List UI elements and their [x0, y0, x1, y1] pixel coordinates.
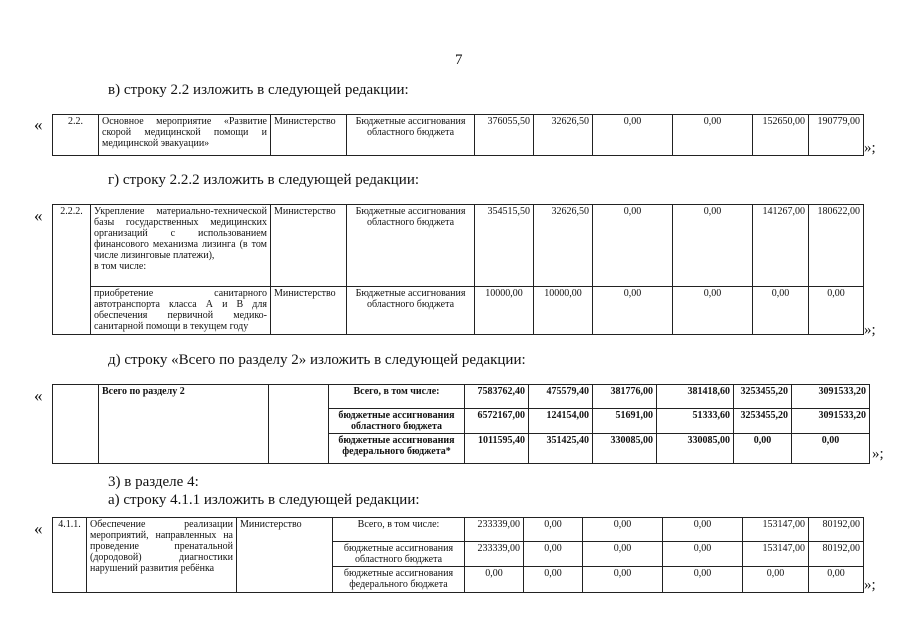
value-cell: 152650,00	[753, 115, 809, 156]
heading-row-2-2-2: г) строку 2.2.2 изложить в следующей редакции:	[108, 172, 420, 188]
measure-name: приобретение санитарного автотранспорта класса А и В для обеспечения первичной медико-санитарной помощи в текущем году	[91, 287, 271, 335]
value-cell: 180622,00	[809, 205, 864, 287]
value-cell: 0,00	[524, 542, 583, 567]
value-cell: 0,00	[465, 567, 524, 593]
table-row	[53, 115, 864, 156]
empty-cell	[269, 385, 329, 464]
close-quote: »;	[872, 446, 884, 462]
value-cell: 376055,50	[475, 115, 534, 156]
row-number: 4.1.1.	[53, 518, 87, 593]
close-quote: »;	[864, 322, 876, 338]
page-number: 7	[455, 52, 463, 68]
value-cell: 3253455,20	[734, 409, 792, 434]
value-cell: 0,00	[809, 287, 864, 335]
table-row-2-2-2	[52, 204, 864, 335]
value-cell: 10000,00	[534, 287, 593, 335]
value-cell: 381418,60	[657, 385, 734, 409]
value-cell: 330085,00	[657, 434, 734, 464]
executor: Министерство	[271, 205, 347, 287]
value-cell: 351425,40	[529, 434, 593, 464]
value-cell: 0,00	[583, 518, 663, 542]
value-cell: 124154,00	[529, 409, 593, 434]
funding-source: Бюджетные ассигнования областного бюджета	[347, 205, 475, 287]
value-cell: 51691,00	[593, 409, 657, 434]
value-cell: 10000,00	[475, 287, 534, 335]
funding-source: Всего, в том числе:	[333, 518, 465, 542]
value-cell: 0,00	[524, 567, 583, 593]
heading-section-4: 3) в разделе 4:	[108, 474, 199, 490]
value-cell: 0,00	[583, 542, 663, 567]
value-cell: 32626,50	[534, 205, 593, 287]
funding-source: Бюджетные ассигнования областного бюджета	[347, 287, 475, 335]
table-row-2-2	[52, 114, 864, 156]
value-cell: 0,00	[673, 115, 753, 156]
value-cell: 153147,00	[743, 518, 809, 542]
value-cell: 475579,40	[529, 385, 593, 409]
open-quote: «	[34, 115, 43, 134]
table-row	[53, 287, 864, 335]
funding-source: бюджетные ассигнования федерального бюджета*	[329, 434, 465, 464]
total-title: Всего по разделу 2	[99, 385, 269, 464]
measure-name	[91, 205, 271, 287]
funding-source: бюджетные ассигнования областного бюджета	[333, 542, 465, 567]
empty-cell	[53, 385, 99, 464]
heading-row-4-1-1: а) строку 4.1.1 изложить в следующей редакции:	[108, 492, 420, 508]
value-cell: 0,00	[663, 542, 743, 567]
value-cell: 0,00	[673, 205, 753, 287]
open-quote: «	[34, 206, 43, 225]
value-cell: 80192,00	[809, 518, 864, 542]
table-row	[53, 518, 864, 542]
value-cell: 0,00	[524, 518, 583, 542]
heading-row-2-2: в) строку 2.2 изложить в следующей редакции:	[108, 82, 409, 98]
executor: Министерство	[271, 287, 347, 335]
value-cell: 6572167,00	[465, 409, 529, 434]
value-cell: 330085,00	[593, 434, 657, 464]
measure-name: Обеспечение реализации мероприятий, направленных на проведение пренатальной (дородовой) диагностики нарушений развития ребёнка	[87, 518, 237, 593]
value-cell: 3091533,20	[792, 409, 870, 434]
value-cell: 0,00	[673, 287, 753, 335]
value-cell: 0,00	[753, 287, 809, 335]
value-cell: 141267,00	[753, 205, 809, 287]
value-cell: 0,00	[583, 567, 663, 593]
funding-source: бюджетные ассигнования федерального бюджета	[333, 567, 465, 593]
value-cell: 3091533,20	[792, 385, 870, 409]
value-cell: 153147,00	[743, 542, 809, 567]
measure-sub-label: в том числе:	[94, 261, 147, 272]
open-quote: «	[34, 386, 43, 405]
close-quote: »;	[864, 577, 876, 593]
open-quote: «	[34, 519, 43, 538]
value-cell: 233339,00	[465, 542, 524, 567]
value-cell: 7583762,40	[465, 385, 529, 409]
close-quote: »;	[864, 140, 876, 156]
row-number: 2.2.2.	[53, 205, 91, 335]
value-cell: 32626,50	[534, 115, 593, 156]
value-cell: 190779,00	[809, 115, 864, 156]
value-cell: 0,00	[792, 434, 870, 464]
value-cell: 0,00	[734, 434, 792, 464]
funding-source: Бюджетные ассигнования областного бюджета	[347, 115, 475, 156]
executor: Министерство	[271, 115, 347, 156]
value-cell: 381776,00	[593, 385, 657, 409]
table-row-4-1-1	[52, 517, 864, 593]
value-cell: 0,00	[593, 205, 673, 287]
funding-source: Всего, в том числе:	[329, 385, 465, 409]
measure-name: Основное мероприятие «Развитие скорой медицинской помощи и медицинской эвакуации»	[99, 115, 271, 156]
value-cell: 1011595,40	[465, 434, 529, 464]
value-cell: 80192,00	[809, 542, 864, 567]
measure-name-text: Укрепление материально-технической базы государственных медицинских организаций с использованием финансового механизма лизинга (в том числе лизинговые платежи),	[94, 206, 267, 261]
table-row	[53, 205, 864, 287]
value-cell: 51333,60	[657, 409, 734, 434]
value-cell: 0,00	[593, 287, 673, 335]
value-cell: 0,00	[663, 567, 743, 593]
table-row	[53, 385, 870, 409]
value-cell: 0,00	[809, 567, 864, 593]
value-cell: 233339,00	[465, 518, 524, 542]
executor: Министерство	[237, 518, 333, 593]
value-cell: 0,00	[663, 518, 743, 542]
heading-total-section-2: д) строку «Всего по разделу 2» изложить в следующей редакции:	[108, 352, 526, 368]
value-cell: 0,00	[593, 115, 673, 156]
funding-source: бюджетные ассигнования областного бюджета	[329, 409, 465, 434]
row-number: 2.2.	[53, 115, 99, 156]
value-cell: 0,00	[743, 567, 809, 593]
value-cell: 3253455,20	[734, 385, 792, 409]
value-cell: 354515,50	[475, 205, 534, 287]
table-total-section-2	[52, 384, 870, 464]
